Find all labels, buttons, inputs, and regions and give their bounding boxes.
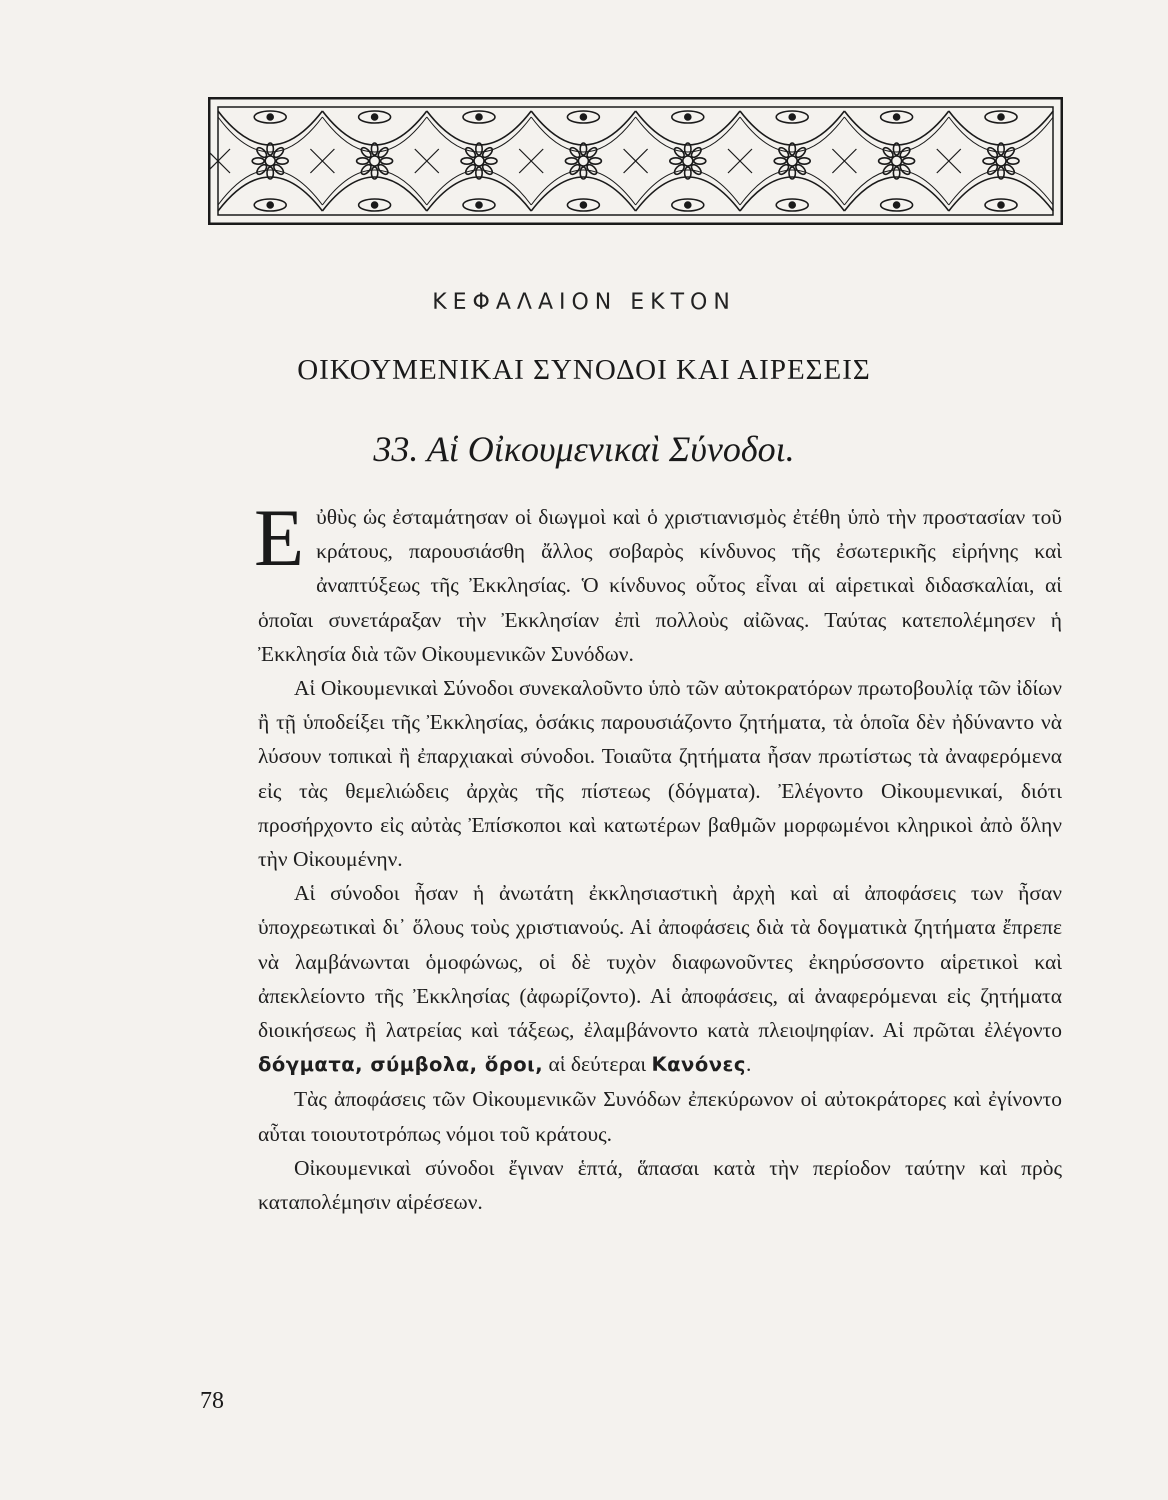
body-text xyxy=(254,492,1062,1219)
bold-terms: δόγματα, σύμβολα, ὅροι, xyxy=(258,1053,544,1077)
section-title: 33. Αἱ Οἰκουμενικαὶ Σύνοδοι. xyxy=(373,429,795,469)
paragraph-3-mid: αἱ δεύτεραι xyxy=(548,1052,647,1077)
paragraph-1 xyxy=(254,492,1062,671)
paragraph-3-end: . xyxy=(745,1052,752,1077)
paragraph-3 xyxy=(258,876,1062,1082)
paragraph-1-text: ὐθὺς ὡς ἐσταμάτησαν οἱ διωγμοὶ καὶ ὁ χριστιανισμὸς ἐτέθη ὑπὸ τὴν προστασίαν τοῦ κράτους, παρουσιάσθη ἄλλος σοβαρὸς κίνδυνος τῆς ἐσωτερικῆς εἰρήνης καὶ ἀναπτύξεως τῆς Ἐκκλησίας. Ὁ κίνδυνος οὗτος εἶναι αἱ αἱρετικαὶ διδασκαλίαι, αἱ ὁποῖαι συνετάραξαν τὴν Ἐκκλησίαν ἐπὶ πολλοὺς αἰῶνας. Ταύτας κατεπολέμησεν ἡ Ἐκκλησία διὰ τῶν Οἰκουμενικῶν Συνόδων. xyxy=(258,505,1062,666)
paragraph-4: Τὰς ἀποφάσεις τῶν Οἰκουμενικῶν Συνόδων ἐπεκύρωνον οἱ αὐτοκράτορες καὶ ἐγίνοντο αὗται τοιουτοτρόπως νόμοι τοῦ κράτους. xyxy=(258,1087,1062,1146)
page-number: 78 xyxy=(200,1388,224,1414)
drop-cap: Ε xyxy=(254,492,305,583)
bold-canons: Κανόνες xyxy=(651,1053,746,1077)
chapter-label: ΚΕΦΑΛΑΙΟΝ ΕΚΤΟΝ xyxy=(432,290,736,315)
paragraph-5: Οἰκουμενικαὶ σύνοδοι ἔγιναν ἑπτά, ἅπασαι κατὰ τὴν περίοδον ταύτην καὶ πρὸς καταπολέμησιν αἱρέσεων. xyxy=(258,1155,1062,1215)
byzantine-ornament-icon xyxy=(208,97,1063,225)
paragraph-3-text: Αἱ σύνοδοι ἦσαν ἡ ἀνωτάτη ἐκκλησιαστικὴ ἀρχὴ καὶ αἱ ἀποφάσεις των ἦσαν ὑποχρεωτικαὶ δι᾽ ὅλους τοὺς χριστιανούς. Αἱ ἀποφάσεις διὰ τὰ δογματικὰ ζητήματα ἔπρεπε νὰ λαμβάνωνται ὁμοφώνως, οἱ δὲ τυχὸν διαφωνοῦντες ἐκηρύσσοντο αἱρετικοὶ καὶ ἀπεκλείοντο τῆς Ἐκκλησίας (ἀφωρίζοντο). Αἱ ἀποφάσεις, αἱ ἀναφερόμεναι εἰς ζητήματα διοικήσεως ἢ λατρείας καὶ τάξεως, ἐλαμβάνοντο κατὰ πλειοψηφίαν. Αἱ πρῶται ἐλέγοντο xyxy=(258,881,1062,1043)
chapter-title: ΟΙΚΟΥΜΕΝΙΚΑΙ ΣΥΝΟΔΟΙ ΚΑΙ ΑΙΡΕΣΕΙΣ xyxy=(297,354,871,386)
paragraph-2: Αἱ Οἰκουμενικαὶ Σύνοδοι συνεκαλοῦντο ὑπὸ τῶν αὐτοκρατόρων πρωτοβουλίᾳ τῶν ἰδίων ἢ τῇ ὑποδείξει τῆς Ἐκκλησίας, ὁσάκις παρουσιάζοντο ζητήματα, τὰ ὁποῖα δὲν ἠδύναντο νὰ λύσουν τοπικαὶ ἢ ἐπαρχιακαὶ σύνοδοι. Τοιαῦτα ζητήματα ἦσαν πρωτίστως τὰ ἀναφερόμενα εἰς τὰς θεμελιώδεις ἀρχὰς τῆς πίστεως (δόγματα). Ἐλέγοντο Οἰκουμενικαί, διότι προσήρχοντο εἰς αὐτὰς Ἐπίσκοποι καὶ κατωτέρων βαθμῶν μορφωμένοι κληρικοὶ ἀπὸ ὅλην τὴν Οἰκουμένην. xyxy=(258,676,1062,872)
